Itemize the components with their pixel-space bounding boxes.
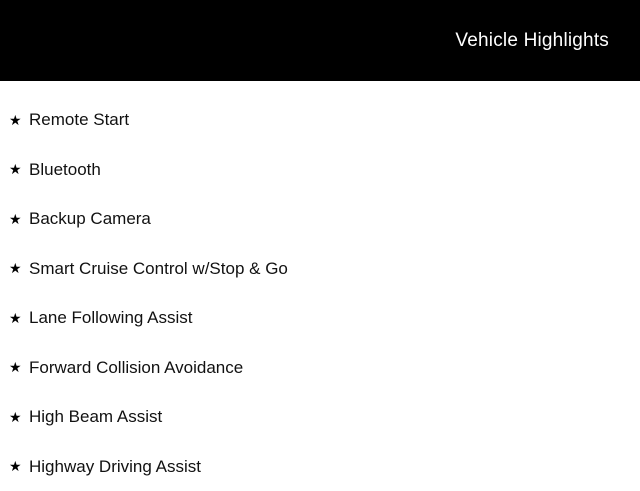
star-icon: ★ [9, 261, 29, 275]
list-item-label: Bluetooth [29, 161, 101, 178]
list-item [0, 392, 640, 442]
list-item [0, 442, 640, 491]
page-title: Vehicle Highlights [455, 31, 609, 50]
list-item-label: Highway Driving Assist [29, 458, 201, 475]
list-item-label: Remote Start [29, 111, 129, 128]
list-item-label: High Beam Assist [29, 408, 162, 425]
star-icon: ★ [9, 113, 29, 127]
list-item-label: Backup Camera [29, 210, 151, 227]
list-item-label: Smart Cruise Control w/Stop & Go [29, 260, 288, 277]
star-icon: ★ [9, 410, 29, 424]
list-item [0, 343, 640, 393]
list-item [0, 293, 640, 343]
page-header [0, 0, 640, 81]
list-item [0, 194, 640, 244]
list-item-label: Forward Collision Avoidance [29, 359, 243, 376]
list-item [0, 145, 640, 195]
star-icon: ★ [9, 360, 29, 374]
vehicle-highlights-list [0, 81, 640, 491]
list-item [0, 95, 640, 145]
list-item-label: Lane Following Assist [29, 309, 192, 326]
list-item [0, 244, 640, 294]
star-icon: ★ [9, 162, 29, 176]
star-icon: ★ [9, 311, 29, 325]
star-icon: ★ [9, 459, 29, 473]
star-icon: ★ [9, 212, 29, 226]
